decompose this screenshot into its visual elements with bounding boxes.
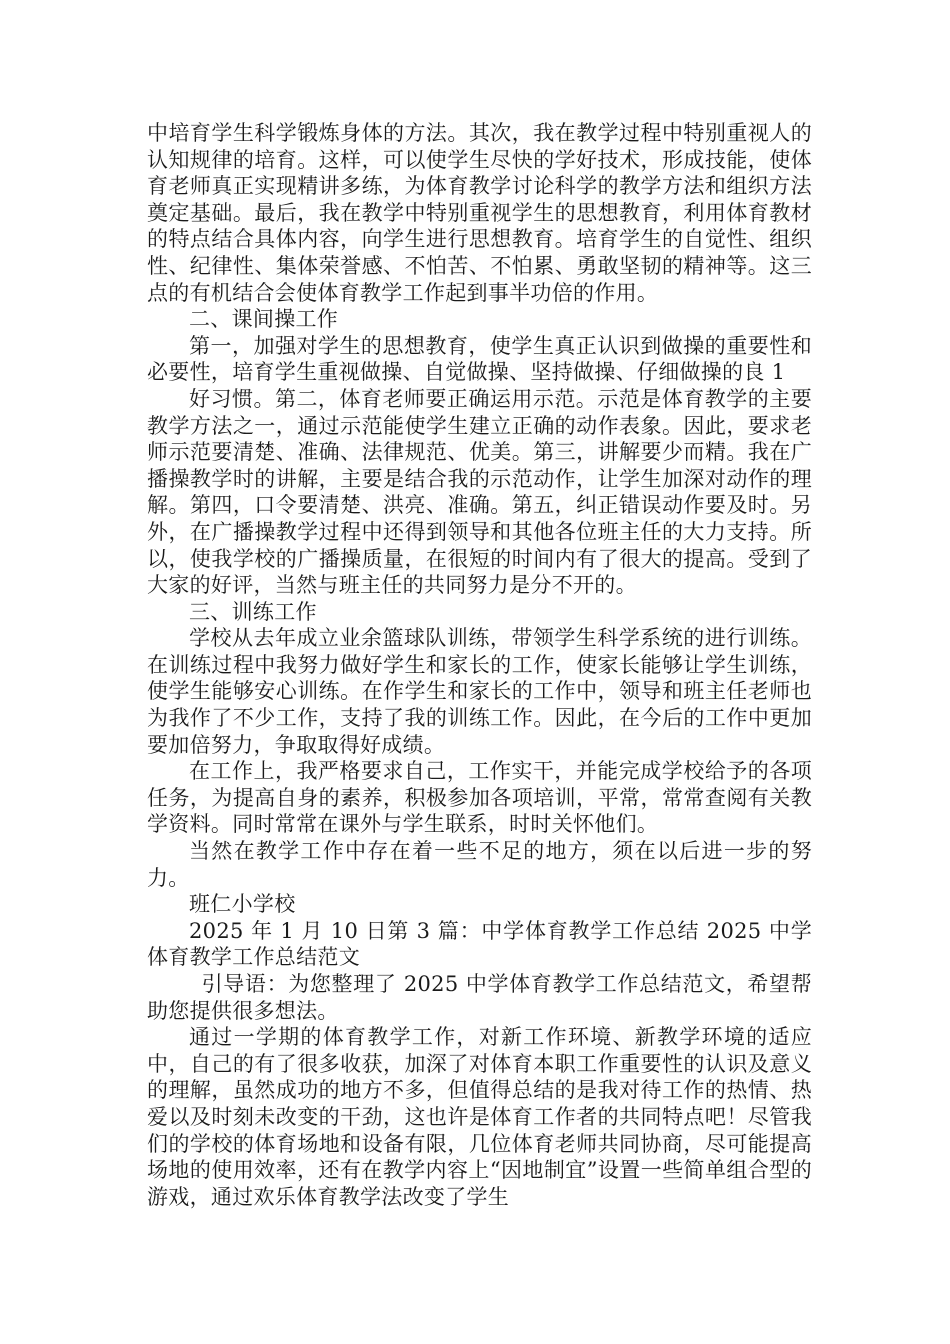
article-intro: 引导语：为您整理了 2025 中学体育教学工作总结范文，希望帮助您提供很多想法。: [147, 972, 812, 1023]
paragraph-exercise-habits: 好习惯。第二，体育老师要正确运用示范。示范是体育教学的主要教学方法之一，通过示范能使学生建立正确的动作表象。因此，要求老师示范要清楚、准确、法律规范、优美。第三，讲解要少而精。我在广播操教学时的讲解，主要是结合我的示范动作，让学生加深对动作的理解。第四，口令要清楚、洪亮、准确。第五，纠正错误动作要及时。另外，在广播操教学过程中还得到领导和其他各位班主任的大力支持。所以，使我学校的广播操质量，在很短的时间内有了很大的提高。受到了大家的好评，当然与班主任的共同努力是分不开的。: [147, 386, 812, 598]
paragraph-semester-summary: 通过一学期的体育教学工作，对新工作环境、新教学环境的适应中，自己的有了很多收获，加深了对体育本职工作重要性的认识及意义的理解，虽然成功的地方不多，但值得总结的是我对待工作的热情、热爱以及时刻未改变的干劲，这也许是体育工作者的共同特点吧！尽管我们的学校的体育场地和设备有限，几位体育老师共同协商，尽可能提高场地的使用效率，还有在教学内容上“因地制宜”设置一些简单组合型的游戏，通过欢乐体育教学法改变了学生: [147, 1025, 812, 1209]
section-heading-exercise: 二、课间操工作: [189, 307, 339, 332]
paragraph-work-attitude: 在工作上，我严格要求自己，工作实干，并能完成学校给予的各项任务，为提高自身的素养，积极参加各项培训，平常，常常查阅有关教学资料。同时常常在课外与学生联系，时时关怀他们。: [147, 759, 812, 837]
paragraph-training: 学校从去年成立业余篮球队训练，带领学生科学系统的进行训练。在训练过程中我努力做好学生和家长的工作，使家长能够让学生训练，使学生能够安心训练。在作学生和家长的工作中，领导和班主任老师也为我作了不少工作，支持了我的训练工作。因此，在今后的工作中更加要加倍努力，争取取得好成绩。: [147, 626, 812, 757]
section-heading-training: 三、训练工作: [189, 599, 317, 624]
document-body: [147, 120, 812, 1210]
article-date-title: 2025 年 1 月 10 日第 3 篇：中学体育教学工作总结 2025 中学体育教学工作总结范文: [147, 918, 812, 970]
paragraph-continuation: 中培育学生科学锻炼身体的方法。其次，我在教学过程中特别重视人的认知规律的培育。这样，可以使学生尽快的学好技术，形成技能，使体育老师真正实现精讲多练，为体育教学讨论科学的教学方法和组织方法奠定基础。最后，我在教学中特别重视学生的思想教育，利用体育教材的特点结合具体内容，向学生进行思想教育。培育学生的自觉性、组织性、纪律性、集体荣誉感、不怕苦、不怕累、勇敢坚韧的精神等。这三点的有机结合会使体育教学工作起到事半功倍的作用。: [147, 121, 812, 305]
school-signature: 班仁小学校: [189, 892, 296, 917]
paragraph-exercise-first: 第一，加强对学生的思想教育，使学生真正认识到做操的重要性和必要性，培育学生重视做操、自觉做操、坚持做操、仔细做操的良 1: [147, 333, 812, 385]
paragraph-shortcomings: 当然在教学工作中存在着一些不足的地方，须在以后进一步的努力。: [147, 839, 812, 890]
